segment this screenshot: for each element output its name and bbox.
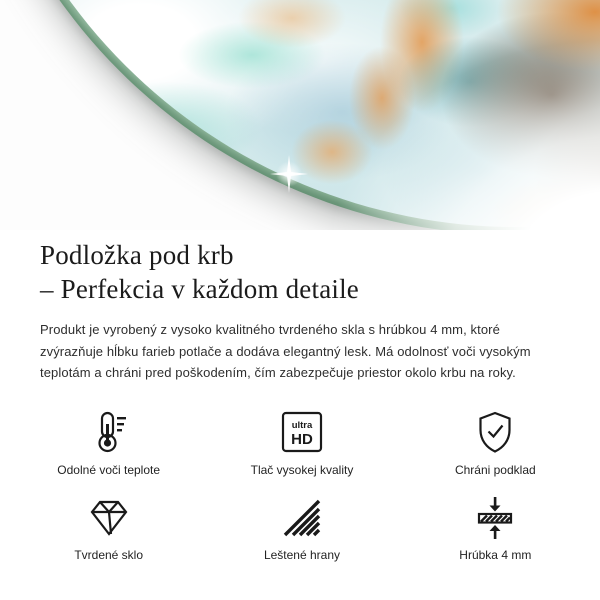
svg-text:HD: HD <box>291 430 313 448</box>
product-description: Produkt je vyrobený z vysoko kvalitného tvrdeného skla s hrúbkou 4 mm, ktoré zvýrazňuje hĺbku farieb potlače a dodáva elegantný lesk. Má odolnosť voči vysokým teplotám a chráni pred poškodením, čím zabezpečuje priestor okolo krbu na roky. <box>40 322 531 380</box>
feature-protects-floor <box>399 409 592 477</box>
feature-polished-edges <box>205 494 398 562</box>
feature-label: Tlač vysokej kvality <box>250 462 354 477</box>
page-title-line2: – Perfekcia v každom detaile <box>40 274 359 304</box>
feature-label: Tvrdené sklo <box>74 547 144 562</box>
feature-grid <box>12 409 592 562</box>
product-photo <box>0 0 600 230</box>
feature-label: Leštené hrany <box>263 547 341 562</box>
polished-edges-icon <box>280 494 324 540</box>
thickness-icon <box>473 494 517 540</box>
diamond-icon <box>87 494 131 540</box>
feature-heat-resistant <box>12 409 205 477</box>
svg-text:ultra: ultra <box>291 419 313 431</box>
feature-print-quality <box>205 409 398 477</box>
ultra-hd-icon <box>280 409 324 455</box>
sparkle-glow <box>276 161 302 187</box>
page-title-line1: Podložka pod krb <box>40 240 234 270</box>
shield-check-icon <box>473 409 517 455</box>
feature-thickness <box>399 494 592 562</box>
feature-tempered-glass <box>12 494 205 562</box>
feature-label: Odolné voči teplote <box>57 462 161 477</box>
thermometer-icon <box>86 409 132 455</box>
sparkle-highlight-icon <box>270 155 308 193</box>
feature-label: Chráni podklad <box>454 462 536 477</box>
product-description-section <box>0 230 600 384</box>
feature-label: Hrúbka 4 mm <box>459 547 532 562</box>
page-title <box>40 238 560 306</box>
